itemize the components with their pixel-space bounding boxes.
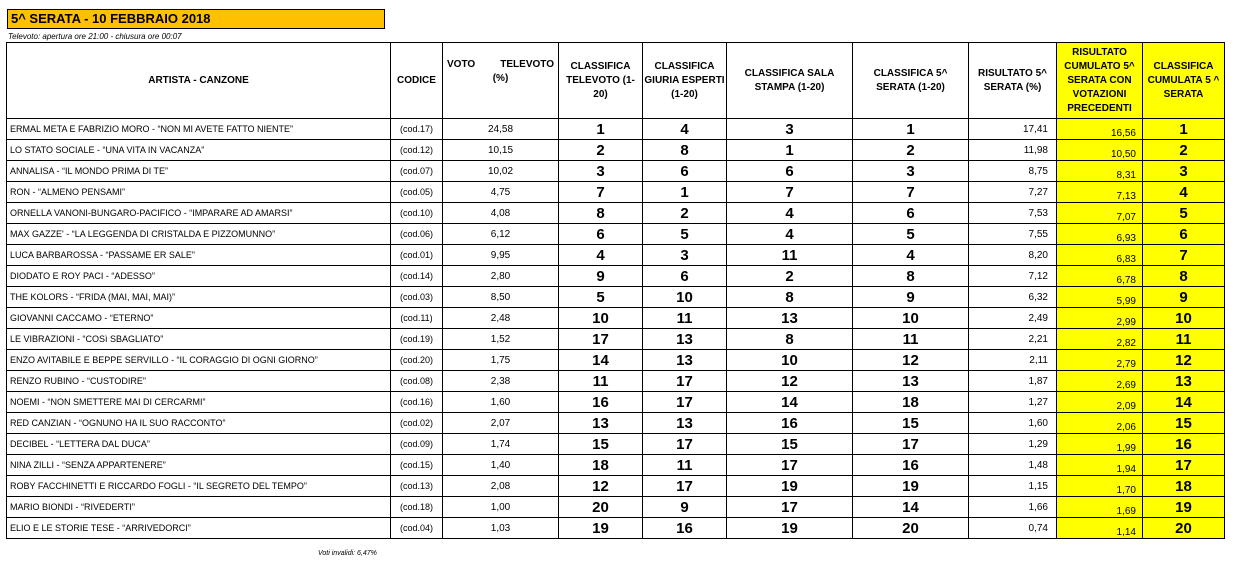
risultato-cell: 7,53 xyxy=(969,203,1057,224)
class-televoto-cell: 10 xyxy=(559,308,643,329)
cumulato-cell: 5,99 xyxy=(1057,287,1143,308)
class-serata-cell: 11 xyxy=(853,329,969,350)
class-serata-cell: 12 xyxy=(853,350,969,371)
code-cell: (cod.11) xyxy=(391,308,443,329)
class-televoto-cell: 11 xyxy=(559,371,643,392)
header-class-giuria: CLASSIFICA GIURIA ESPERTI (1-20) xyxy=(643,43,727,119)
class-serata-cell: 16 xyxy=(853,455,969,476)
artist-cell: DECIBEL - “LETTERA DAL DUCA” xyxy=(7,434,391,455)
table-row xyxy=(7,119,1225,140)
cumulato-cell: 16,56 xyxy=(1057,119,1143,140)
table-row xyxy=(7,434,1225,455)
class-cumulata-cell: 1 xyxy=(1143,119,1225,140)
class-televoto-cell: 18 xyxy=(559,455,643,476)
class-stampa-cell: 16 xyxy=(727,413,853,434)
class-serata-cell: 20 xyxy=(853,518,969,539)
artist-cell: NOEMI - “NON SMETTERE MAI DI CERCARMI” xyxy=(7,392,391,413)
class-stampa-cell: 8 xyxy=(727,287,853,308)
cumulato-cell: 10,50 xyxy=(1057,140,1143,161)
class-serata-cell: 5 xyxy=(853,224,969,245)
artist-cell: NINA ZILLI - “SENZA APPARTENERE” xyxy=(7,455,391,476)
televoto-percent-cell: 1,75 xyxy=(443,350,559,371)
code-cell: (cod.18) xyxy=(391,497,443,518)
artist-cell: RED CANZIAN - “OGNUNO HA IL SUO RACCONTO” xyxy=(7,413,391,434)
class-giuria-cell: 11 xyxy=(643,455,727,476)
table-row xyxy=(7,308,1225,329)
class-giuria-cell: 5 xyxy=(643,224,727,245)
cumulato-cell: 1,94 xyxy=(1057,455,1143,476)
risultato-cell: 17,41 xyxy=(969,119,1057,140)
header-row xyxy=(7,43,1225,119)
class-stampa-cell: 4 xyxy=(727,224,853,245)
header-vote-c: (%) xyxy=(492,72,509,84)
code-cell: (cod.01) xyxy=(391,245,443,266)
risultato-cell: 7,55 xyxy=(969,224,1057,245)
class-stampa-cell: 4 xyxy=(727,203,853,224)
code-cell: (cod.09) xyxy=(391,434,443,455)
class-cumulata-cell: 8 xyxy=(1143,266,1225,287)
class-televoto-cell: 9 xyxy=(559,266,643,287)
class-stampa-cell: 15 xyxy=(727,434,853,455)
televoto-timing-note: Televoto: apertura ore 21:00 - chiusura ore 00:07 xyxy=(8,32,182,41)
table-row xyxy=(7,287,1225,308)
class-stampa-cell: 19 xyxy=(727,476,853,497)
class-cumulata-cell: 10 xyxy=(1143,308,1225,329)
code-cell: (cod.20) xyxy=(391,350,443,371)
class-giuria-cell: 6 xyxy=(643,266,727,287)
class-stampa-cell: 12 xyxy=(727,371,853,392)
class-giuria-cell: 13 xyxy=(643,350,727,371)
artist-cell: THE KOLORS - “FRIDA (MAI, MAI, MAI)” xyxy=(7,287,391,308)
class-serata-cell: 6 xyxy=(853,203,969,224)
artist-cell: LUCA BARBAROSSA - “PASSAME ER SALE” xyxy=(7,245,391,266)
class-cumulata-cell: 15 xyxy=(1143,413,1225,434)
cumulato-cell: 2,99 xyxy=(1057,308,1143,329)
class-cumulata-cell: 2 xyxy=(1143,140,1225,161)
class-televoto-cell: 14 xyxy=(559,350,643,371)
class-serata-cell: 14 xyxy=(853,497,969,518)
class-serata-cell: 18 xyxy=(853,392,969,413)
class-televoto-cell: 16 xyxy=(559,392,643,413)
header-code: CODICE xyxy=(391,43,443,119)
table-row xyxy=(7,245,1225,266)
class-giuria-cell: 1 xyxy=(643,182,727,203)
artist-cell: MARIO BIONDI - “RIVEDERTI” xyxy=(7,497,391,518)
class-stampa-cell: 14 xyxy=(727,392,853,413)
class-cumulata-cell: 12 xyxy=(1143,350,1225,371)
cumulato-cell: 2,06 xyxy=(1057,413,1143,434)
televoto-percent-cell: 1,60 xyxy=(443,392,559,413)
class-stampa-cell: 11 xyxy=(727,245,853,266)
class-cumulata-cell: 11 xyxy=(1143,329,1225,350)
code-cell: (cod.02) xyxy=(391,413,443,434)
code-cell: (cod.04) xyxy=(391,518,443,539)
class-cumulata-cell: 7 xyxy=(1143,245,1225,266)
class-stampa-cell: 13 xyxy=(727,308,853,329)
artist-cell: ERMAL META E FABRIZIO MORO - “NON MI AVETE FATTO NIENTE” xyxy=(7,119,391,140)
code-cell: (cod.03) xyxy=(391,287,443,308)
risultato-cell: 1,66 xyxy=(969,497,1057,518)
code-cell: (cod.17) xyxy=(391,119,443,140)
class-stampa-cell: 2 xyxy=(727,266,853,287)
code-cell: (cod.15) xyxy=(391,455,443,476)
table-row xyxy=(7,224,1225,245)
artist-cell: RON - “ALMENO PENSAMI” xyxy=(7,182,391,203)
risultato-cell: 8,75 xyxy=(969,161,1057,182)
code-cell: (cod.13) xyxy=(391,476,443,497)
table-row xyxy=(7,203,1225,224)
televoto-percent-cell: 4,08 xyxy=(443,203,559,224)
class-stampa-cell: 17 xyxy=(727,497,853,518)
televoto-percent-cell: 2,38 xyxy=(443,371,559,392)
artist-cell: MAX GAZZE' - “LA LEGGENDA DI CRISTALDA E PIZZOMUNNO” xyxy=(7,224,391,245)
header-vote-a: VOTO xyxy=(447,58,476,70)
code-cell: (cod.06) xyxy=(391,224,443,245)
code-cell: (cod.07) xyxy=(391,161,443,182)
televoto-percent-cell: 10,15 xyxy=(443,140,559,161)
class-televoto-cell: 6 xyxy=(559,224,643,245)
cumulato-cell: 6,93 xyxy=(1057,224,1143,245)
televoto-percent-cell: 1,03 xyxy=(443,518,559,539)
class-stampa-cell: 6 xyxy=(727,161,853,182)
class-cumulata-cell: 4 xyxy=(1143,182,1225,203)
class-giuria-cell: 16 xyxy=(643,518,727,539)
class-televoto-cell: 5 xyxy=(559,287,643,308)
televoto-percent-cell: 2,08 xyxy=(443,476,559,497)
class-giuria-cell: 17 xyxy=(643,434,727,455)
page-title: 5^ SERATA - 10 FEBBRAIO 2018 xyxy=(7,9,385,29)
artist-cell: DIODATO E ROY PACI - “ADESSO” xyxy=(7,266,391,287)
header-cumulato: RISULTATO CUMULATO 5^ SERATA CON VOTAZIONI PRECEDENTI xyxy=(1057,43,1143,119)
class-televoto-cell: 2 xyxy=(559,140,643,161)
class-giuria-cell: 17 xyxy=(643,476,727,497)
results-table xyxy=(6,42,1225,539)
table-row xyxy=(7,518,1225,539)
televoto-percent-cell: 2,07 xyxy=(443,413,559,434)
risultato-cell: 2,11 xyxy=(969,350,1057,371)
code-cell: (cod.19) xyxy=(391,329,443,350)
class-televoto-cell: 4 xyxy=(559,245,643,266)
class-televoto-cell: 8 xyxy=(559,203,643,224)
televoto-percent-cell: 2,80 xyxy=(443,266,559,287)
artist-cell: RENZO RUBINO - “CUSTODIRE” xyxy=(7,371,391,392)
televoto-percent-cell: 24,58 xyxy=(443,119,559,140)
risultato-cell: 1,87 xyxy=(969,371,1057,392)
cumulato-cell: 2,09 xyxy=(1057,392,1143,413)
class-cumulata-cell: 3 xyxy=(1143,161,1225,182)
artist-cell: ANNALISA - “IL MONDO PRIMA DI TE” xyxy=(7,161,391,182)
class-cumulata-cell: 5 xyxy=(1143,203,1225,224)
class-televoto-cell: 17 xyxy=(559,329,643,350)
class-televoto-cell: 19 xyxy=(559,518,643,539)
risultato-cell: 11,98 xyxy=(969,140,1057,161)
cumulato-cell: 1,14 xyxy=(1057,518,1143,539)
televoto-percent-cell: 1,52 xyxy=(443,329,559,350)
class-serata-cell: 17 xyxy=(853,434,969,455)
class-cumulata-cell: 13 xyxy=(1143,371,1225,392)
class-giuria-cell: 4 xyxy=(643,119,727,140)
class-giuria-cell: 9 xyxy=(643,497,727,518)
cumulato-cell: 7,07 xyxy=(1057,203,1143,224)
header-artist: ARTISTA - CANZONE xyxy=(7,43,391,119)
class-stampa-cell: 10 xyxy=(727,350,853,371)
code-cell: (cod.12) xyxy=(391,140,443,161)
table-row xyxy=(7,455,1225,476)
class-giuria-cell: 11 xyxy=(643,308,727,329)
cumulato-cell: 8,31 xyxy=(1057,161,1143,182)
header-class-cumulata: CLASSIFICA CUMULATA 5 ^ SERATA xyxy=(1143,43,1225,119)
artist-cell: LE VIBRAZIONI - “COSì SBAGLIATO” xyxy=(7,329,391,350)
risultato-cell: 1,27 xyxy=(969,392,1057,413)
table-row xyxy=(7,476,1225,497)
class-cumulata-cell: 20 xyxy=(1143,518,1225,539)
class-serata-cell: 9 xyxy=(853,287,969,308)
cumulato-cell: 1,69 xyxy=(1057,497,1143,518)
risultato-cell: 7,12 xyxy=(969,266,1057,287)
class-giuria-cell: 10 xyxy=(643,287,727,308)
cumulato-cell: 1,99 xyxy=(1057,434,1143,455)
table-row xyxy=(7,350,1225,371)
class-televoto-cell: 13 xyxy=(559,413,643,434)
table-row xyxy=(7,161,1225,182)
artist-cell: GIOVANNI CACCAMO - “ETERNO” xyxy=(7,308,391,329)
table-row xyxy=(7,497,1225,518)
class-giuria-cell: 13 xyxy=(643,329,727,350)
class-televoto-cell: 7 xyxy=(559,182,643,203)
header-vote xyxy=(443,43,559,119)
class-giuria-cell: 17 xyxy=(643,392,727,413)
risultato-cell: 0,74 xyxy=(969,518,1057,539)
televoto-percent-cell: 6,12 xyxy=(443,224,559,245)
class-cumulata-cell: 14 xyxy=(1143,392,1225,413)
televoto-percent-cell: 4,75 xyxy=(443,182,559,203)
cumulato-cell: 2,69 xyxy=(1057,371,1143,392)
class-serata-cell: 15 xyxy=(853,413,969,434)
televoto-percent-cell: 9,95 xyxy=(443,245,559,266)
risultato-cell: 8,20 xyxy=(969,245,1057,266)
class-serata-cell: 2 xyxy=(853,140,969,161)
risultato-cell: 1,48 xyxy=(969,455,1057,476)
class-stampa-cell: 8 xyxy=(727,329,853,350)
header-class-serata: CLASSIFICA 5^ SERATA (1-20) xyxy=(853,43,969,119)
televoto-percent-cell: 1,00 xyxy=(443,497,559,518)
televoto-percent-cell: 8,50 xyxy=(443,287,559,308)
cumulato-cell: 7,13 xyxy=(1057,182,1143,203)
code-cell: (cod.10) xyxy=(391,203,443,224)
class-cumulata-cell: 18 xyxy=(1143,476,1225,497)
televoto-percent-cell: 1,40 xyxy=(443,455,559,476)
risultato-cell: 1,60 xyxy=(969,413,1057,434)
class-serata-cell: 7 xyxy=(853,182,969,203)
class-stampa-cell: 7 xyxy=(727,182,853,203)
televoto-percent-cell: 2,48 xyxy=(443,308,559,329)
artist-cell: LO STATO SOCIALE - “UNA VITA IN VACANZA” xyxy=(7,140,391,161)
header-vote-b: TELEVOTO xyxy=(500,58,554,70)
class-giuria-cell: 3 xyxy=(643,245,727,266)
class-cumulata-cell: 9 xyxy=(1143,287,1225,308)
class-stampa-cell: 17 xyxy=(727,455,853,476)
artist-cell: ELIO E LE STORIE TESE - “ARRIVEDORCI” xyxy=(7,518,391,539)
table-row xyxy=(7,182,1225,203)
class-giuria-cell: 6 xyxy=(643,161,727,182)
code-cell: (cod.08) xyxy=(391,371,443,392)
risultato-cell: 2,21 xyxy=(969,329,1057,350)
cumulato-cell: 6,78 xyxy=(1057,266,1143,287)
class-serata-cell: 19 xyxy=(853,476,969,497)
class-giuria-cell: 2 xyxy=(643,203,727,224)
class-stampa-cell: 1 xyxy=(727,140,853,161)
class-televoto-cell: 1 xyxy=(559,119,643,140)
risultato-cell: 6,32 xyxy=(969,287,1057,308)
artist-cell: ORNELLA VANONI-BUNGARO-PACIFICO - “IMPARARE AD AMARSI” xyxy=(7,203,391,224)
class-giuria-cell: 13 xyxy=(643,413,727,434)
class-stampa-cell: 19 xyxy=(727,518,853,539)
artist-cell: ENZO AVITABILE E BEPPE SERVILLO - “IL CORAGGIO DI OGNI GIORNO” xyxy=(7,350,391,371)
class-televoto-cell: 15 xyxy=(559,434,643,455)
risultato-cell: 7,27 xyxy=(969,182,1057,203)
class-giuria-cell: 8 xyxy=(643,140,727,161)
class-stampa-cell: 3 xyxy=(727,119,853,140)
header-risultato: RISULTATO 5^ SERATA (%) xyxy=(969,43,1057,119)
table-row xyxy=(7,329,1225,350)
table-row xyxy=(7,371,1225,392)
risultato-cell: 1,15 xyxy=(969,476,1057,497)
cumulato-cell: 2,82 xyxy=(1057,329,1143,350)
invalid-votes-note: Voti invalidi: 6,47% xyxy=(318,550,377,557)
cumulato-cell: 1,70 xyxy=(1057,476,1143,497)
code-cell: (cod.14) xyxy=(391,266,443,287)
code-cell: (cod.05) xyxy=(391,182,443,203)
televoto-percent-cell: 10,02 xyxy=(443,161,559,182)
table-row xyxy=(7,140,1225,161)
artist-cell: ROBY FACCHINETTI E RICCARDO FOGLI - “IL SEGRETO DEL TEMPO” xyxy=(7,476,391,497)
table-row xyxy=(7,392,1225,413)
class-cumulata-cell: 16 xyxy=(1143,434,1225,455)
class-cumulata-cell: 17 xyxy=(1143,455,1225,476)
class-serata-cell: 8 xyxy=(853,266,969,287)
table-row xyxy=(7,413,1225,434)
risultato-cell: 2,49 xyxy=(969,308,1057,329)
class-cumulata-cell: 19 xyxy=(1143,497,1225,518)
code-cell: (cod.16) xyxy=(391,392,443,413)
class-televoto-cell: 20 xyxy=(559,497,643,518)
class-televoto-cell: 3 xyxy=(559,161,643,182)
class-serata-cell: 4 xyxy=(853,245,969,266)
cumulato-cell: 6,83 xyxy=(1057,245,1143,266)
class-serata-cell: 13 xyxy=(853,371,969,392)
table-row xyxy=(7,266,1225,287)
class-serata-cell: 3 xyxy=(853,161,969,182)
class-televoto-cell: 12 xyxy=(559,476,643,497)
results-body xyxy=(7,119,1225,539)
risultato-cell: 1,29 xyxy=(969,434,1057,455)
class-serata-cell: 1 xyxy=(853,119,969,140)
class-giuria-cell: 17 xyxy=(643,371,727,392)
class-serata-cell: 10 xyxy=(853,308,969,329)
header-class-stampa: CLASSIFICA SALA STAMPA (1-20) xyxy=(727,43,853,119)
televoto-percent-cell: 1,74 xyxy=(443,434,559,455)
class-cumulata-cell: 6 xyxy=(1143,224,1225,245)
cumulato-cell: 2,79 xyxy=(1057,350,1143,371)
header-class-televoto: CLASSIFICA TELEVOTO (1-20) xyxy=(559,43,643,119)
